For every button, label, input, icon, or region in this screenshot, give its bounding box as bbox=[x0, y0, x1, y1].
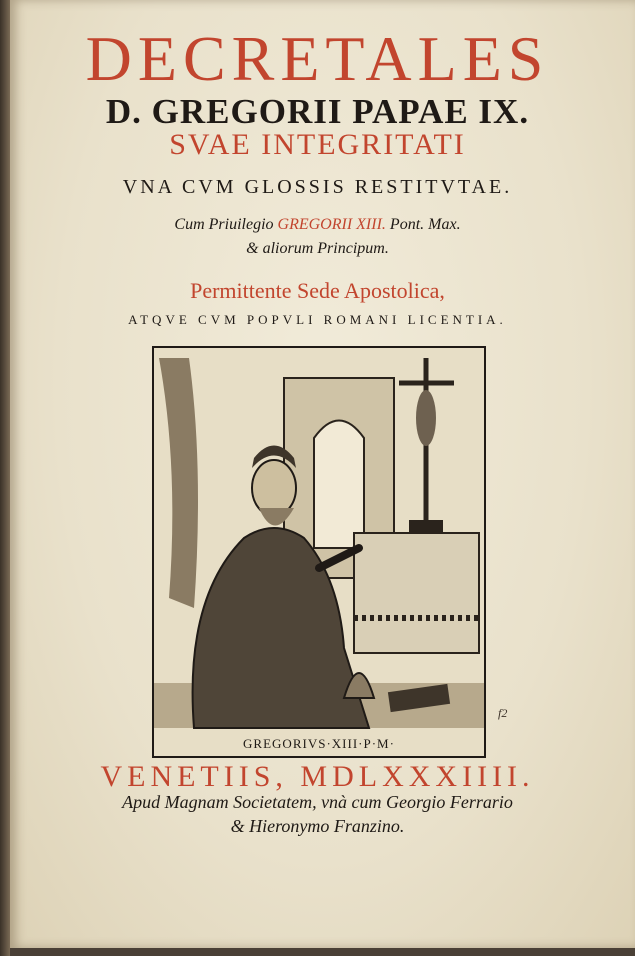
woodcut-caption: GREGORIVS·XIII·P·M· bbox=[243, 736, 395, 751]
subtitle-line: SVAE INTEGRITATI bbox=[169, 128, 466, 161]
glossis-line: VNA CVM GLOSSIS RESTITVTAE. bbox=[122, 176, 513, 198]
main-title: DECRETALES bbox=[85, 23, 550, 94]
privilege-suffix: Pont. Max. bbox=[389, 216, 461, 233]
privilege-prefix: Cum Priuilegio bbox=[174, 216, 274, 233]
privilege-pope: GREGORII XIII. bbox=[277, 216, 386, 233]
woodcut-pope-kneeling bbox=[154, 348, 484, 756]
imprint-place: VENETIIS, MDLXXXIIII. bbox=[100, 760, 535, 793]
privilege-line bbox=[0, 216, 635, 234]
printer-mark: f2 bbox=[498, 706, 508, 720]
imprint-printer: Apud Magnam Societatem, vnà cum Georgio Ferrario bbox=[122, 792, 513, 812]
author-line: D. GREGORII PAPAE IX. bbox=[105, 92, 530, 131]
imprint-partners: & Hieronymo Franzino. bbox=[230, 816, 405, 836]
license-line: ATQVE CVM POPVLI ROMANI LICENTIA. bbox=[128, 312, 507, 327]
permission-line: Permittente Sede Apostolica, bbox=[190, 278, 445, 303]
woodcut-illustration bbox=[152, 346, 486, 758]
princes-line: & aliorum Principum. bbox=[246, 240, 389, 257]
